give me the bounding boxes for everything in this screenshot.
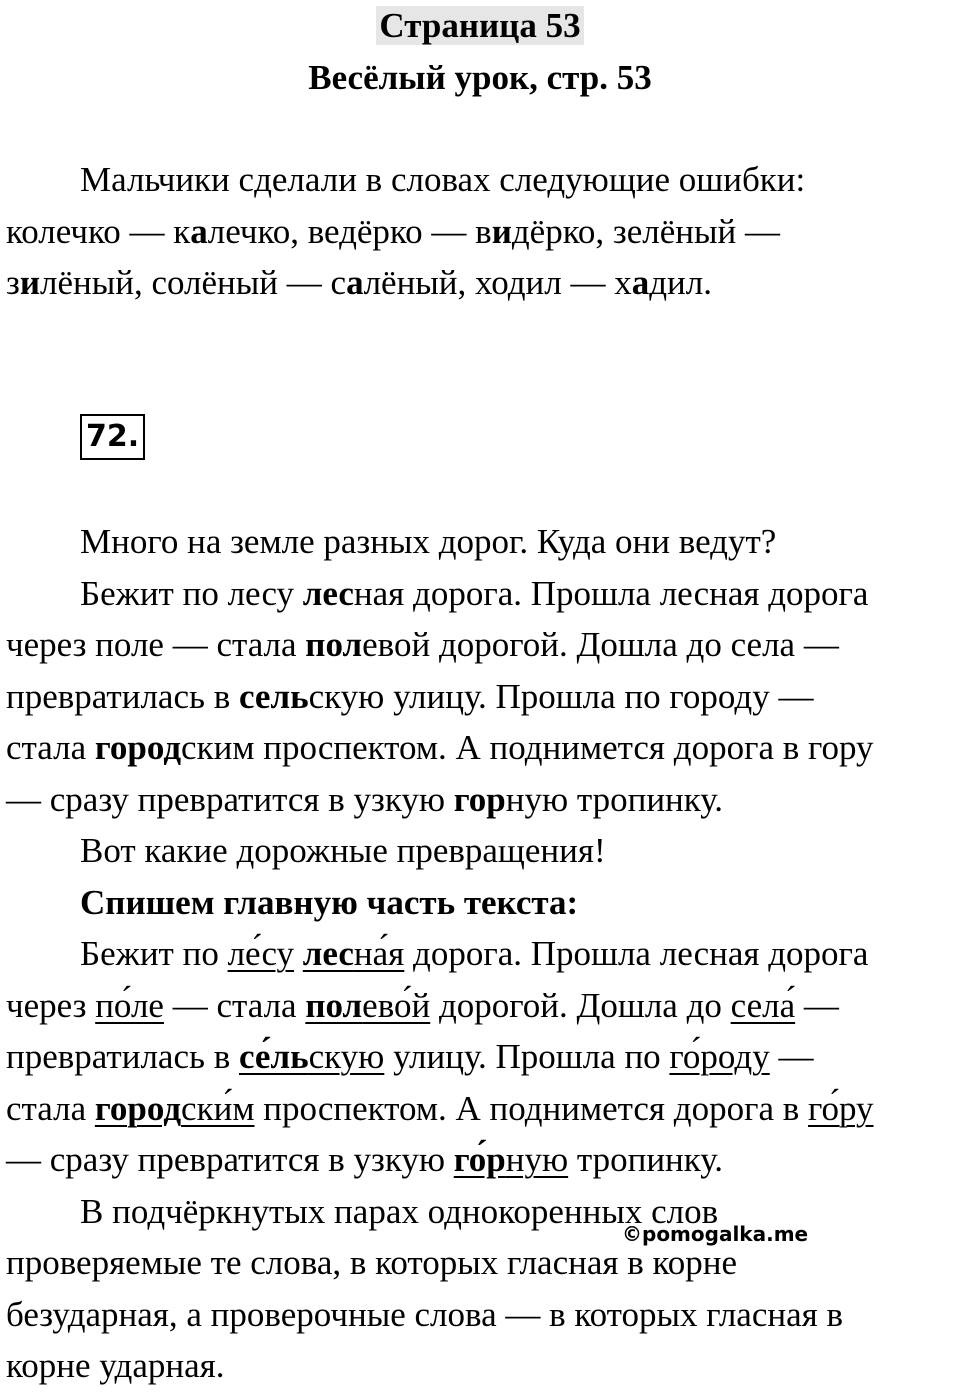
text-run: проспектом. А поднимется дорога в: [254, 1088, 809, 1128]
text-run: —: [795, 985, 839, 1025]
conclusion-line: безударная, а проверочные слова — в которых гласная в: [6, 1294, 843, 1334]
error-letter: а: [631, 263, 650, 302]
word-root: пол: [305, 625, 363, 664]
errors-paragraph: [6, 154, 960, 309]
text-run: через: [6, 985, 96, 1025]
text-run: стала: [6, 728, 95, 767]
heading-text: Спишем главную часть текста:: [80, 882, 579, 922]
errors-line-3: [6, 257, 960, 309]
text-run: — сразу превратится в узкую: [6, 1140, 454, 1179]
errors-line-1: Мальчики сделали в словах следующие ошибки:: [80, 160, 806, 199]
conclusion-line: проверяемые те слова, в которых гласная в корне: [6, 1243, 737, 1282]
text-run: — сразу превратится в узкую: [6, 779, 454, 819]
text-run: евой дорогой. Дошла до села —: [362, 625, 839, 664]
text-run: ную тропинку.: [505, 779, 724, 819]
error-letter: а: [346, 263, 364, 302]
page-title-text: Страница 53: [376, 6, 583, 45]
word-root: город: [94, 1088, 182, 1128]
main-part-line: [6, 928, 960, 980]
word-root: город: [94, 728, 182, 767]
word-root: гор: [453, 779, 506, 819]
word-root: лес: [302, 573, 354, 613]
word-root: лес: [302, 934, 354, 973]
word-root: сель: [238, 676, 309, 716]
word-ending: ево́й: [362, 985, 431, 1025]
story-line: [6, 671, 960, 723]
word-ending: ски́м: [181, 1088, 255, 1128]
exercise-number: 72.: [80, 414, 145, 460]
story-line: Много на земле разных дорог. Куда они ведут?: [80, 522, 777, 561]
story-text: [6, 516, 960, 1392]
text-run: — стала: [163, 985, 306, 1025]
text-run: лечко, ведёрко — в: [207, 211, 492, 251]
text-run: превратилась в: [6, 676, 239, 716]
main-part-line: [6, 980, 960, 1032]
word-root: се́ль: [238, 1037, 309, 1076]
story-line: [6, 774, 960, 826]
error-letter: и: [19, 263, 40, 302]
underlined-word: [303, 934, 405, 973]
page-title: [0, 4, 960, 48]
text-run: превратилась в: [6, 1037, 239, 1076]
text-run: лёный, солёный — с: [40, 263, 347, 302]
text-run: дорога. Прошла лесная дорога: [404, 934, 869, 973]
underlined-word: [454, 1140, 568, 1179]
text-run: улицу. Прошла по: [384, 1037, 670, 1076]
word-ending: ную: [505, 1140, 569, 1179]
underlined-word: [239, 1037, 384, 1076]
story-line: [6, 722, 960, 774]
main-part-line: [6, 1031, 960, 1083]
text-run: тропинку.: [568, 1140, 724, 1179]
text-run: ским проспектом. А поднимется дорога в гору: [181, 728, 874, 767]
errors-line-2: [6, 206, 960, 258]
word-ending: скую: [308, 1037, 385, 1076]
text-run: Бежит по лесу: [80, 573, 303, 613]
word-ending: на́я: [353, 934, 405, 973]
text-run: —: [769, 1037, 814, 1076]
word-root: го́р: [453, 1140, 506, 1179]
story-line: [6, 619, 960, 671]
text-run: [294, 934, 303, 973]
underlined-word: ле́су: [227, 934, 295, 973]
underlined-word: го́роду: [669, 1037, 770, 1076]
underlined-word: по́ле: [95, 985, 164, 1025]
page-subtitle: Весёлый урок, стр. 53: [308, 58, 652, 97]
word-root: пол: [305, 985, 363, 1025]
text-run: стала: [6, 1088, 95, 1128]
text-run: скую улицу. Прошла по городу —: [308, 676, 814, 716]
text-run: лёный, ходил — х: [363, 263, 632, 302]
main-part-line: [6, 1134, 960, 1186]
story-line: [6, 568, 960, 620]
underlined-word: села́: [730, 985, 796, 1025]
story-line: Вот какие дорожные превращения!: [80, 831, 606, 870]
error-letter: и: [491, 211, 512, 251]
main-part-heading: [6, 877, 960, 929]
text-run: колечко — к: [6, 211, 191, 251]
text-run: з: [6, 263, 20, 302]
error-letter: а: [190, 211, 208, 251]
text-run: дил.: [649, 263, 712, 302]
text-run: через поле — стала: [6, 625, 306, 664]
text-run: ная дорога. Прошла лесная дорога: [353, 573, 869, 613]
text-run: Бежит по: [80, 934, 228, 973]
text-run: дёрко, зелёный —: [511, 211, 781, 251]
text-run: дорогой. Дошла до: [430, 985, 731, 1025]
underlined-word: го́ру: [808, 1088, 874, 1128]
underlined-word: [95, 1089, 255, 1128]
main-part-line: [6, 1083, 960, 1135]
conclusion-line: В подчёркнутых парах однокоренных слов: [80, 1191, 719, 1231]
underlined-word: [305, 986, 430, 1025]
watermark: ©pomogalka.me: [622, 1222, 809, 1246]
conclusion-line: корне ударная.: [6, 1346, 225, 1385]
